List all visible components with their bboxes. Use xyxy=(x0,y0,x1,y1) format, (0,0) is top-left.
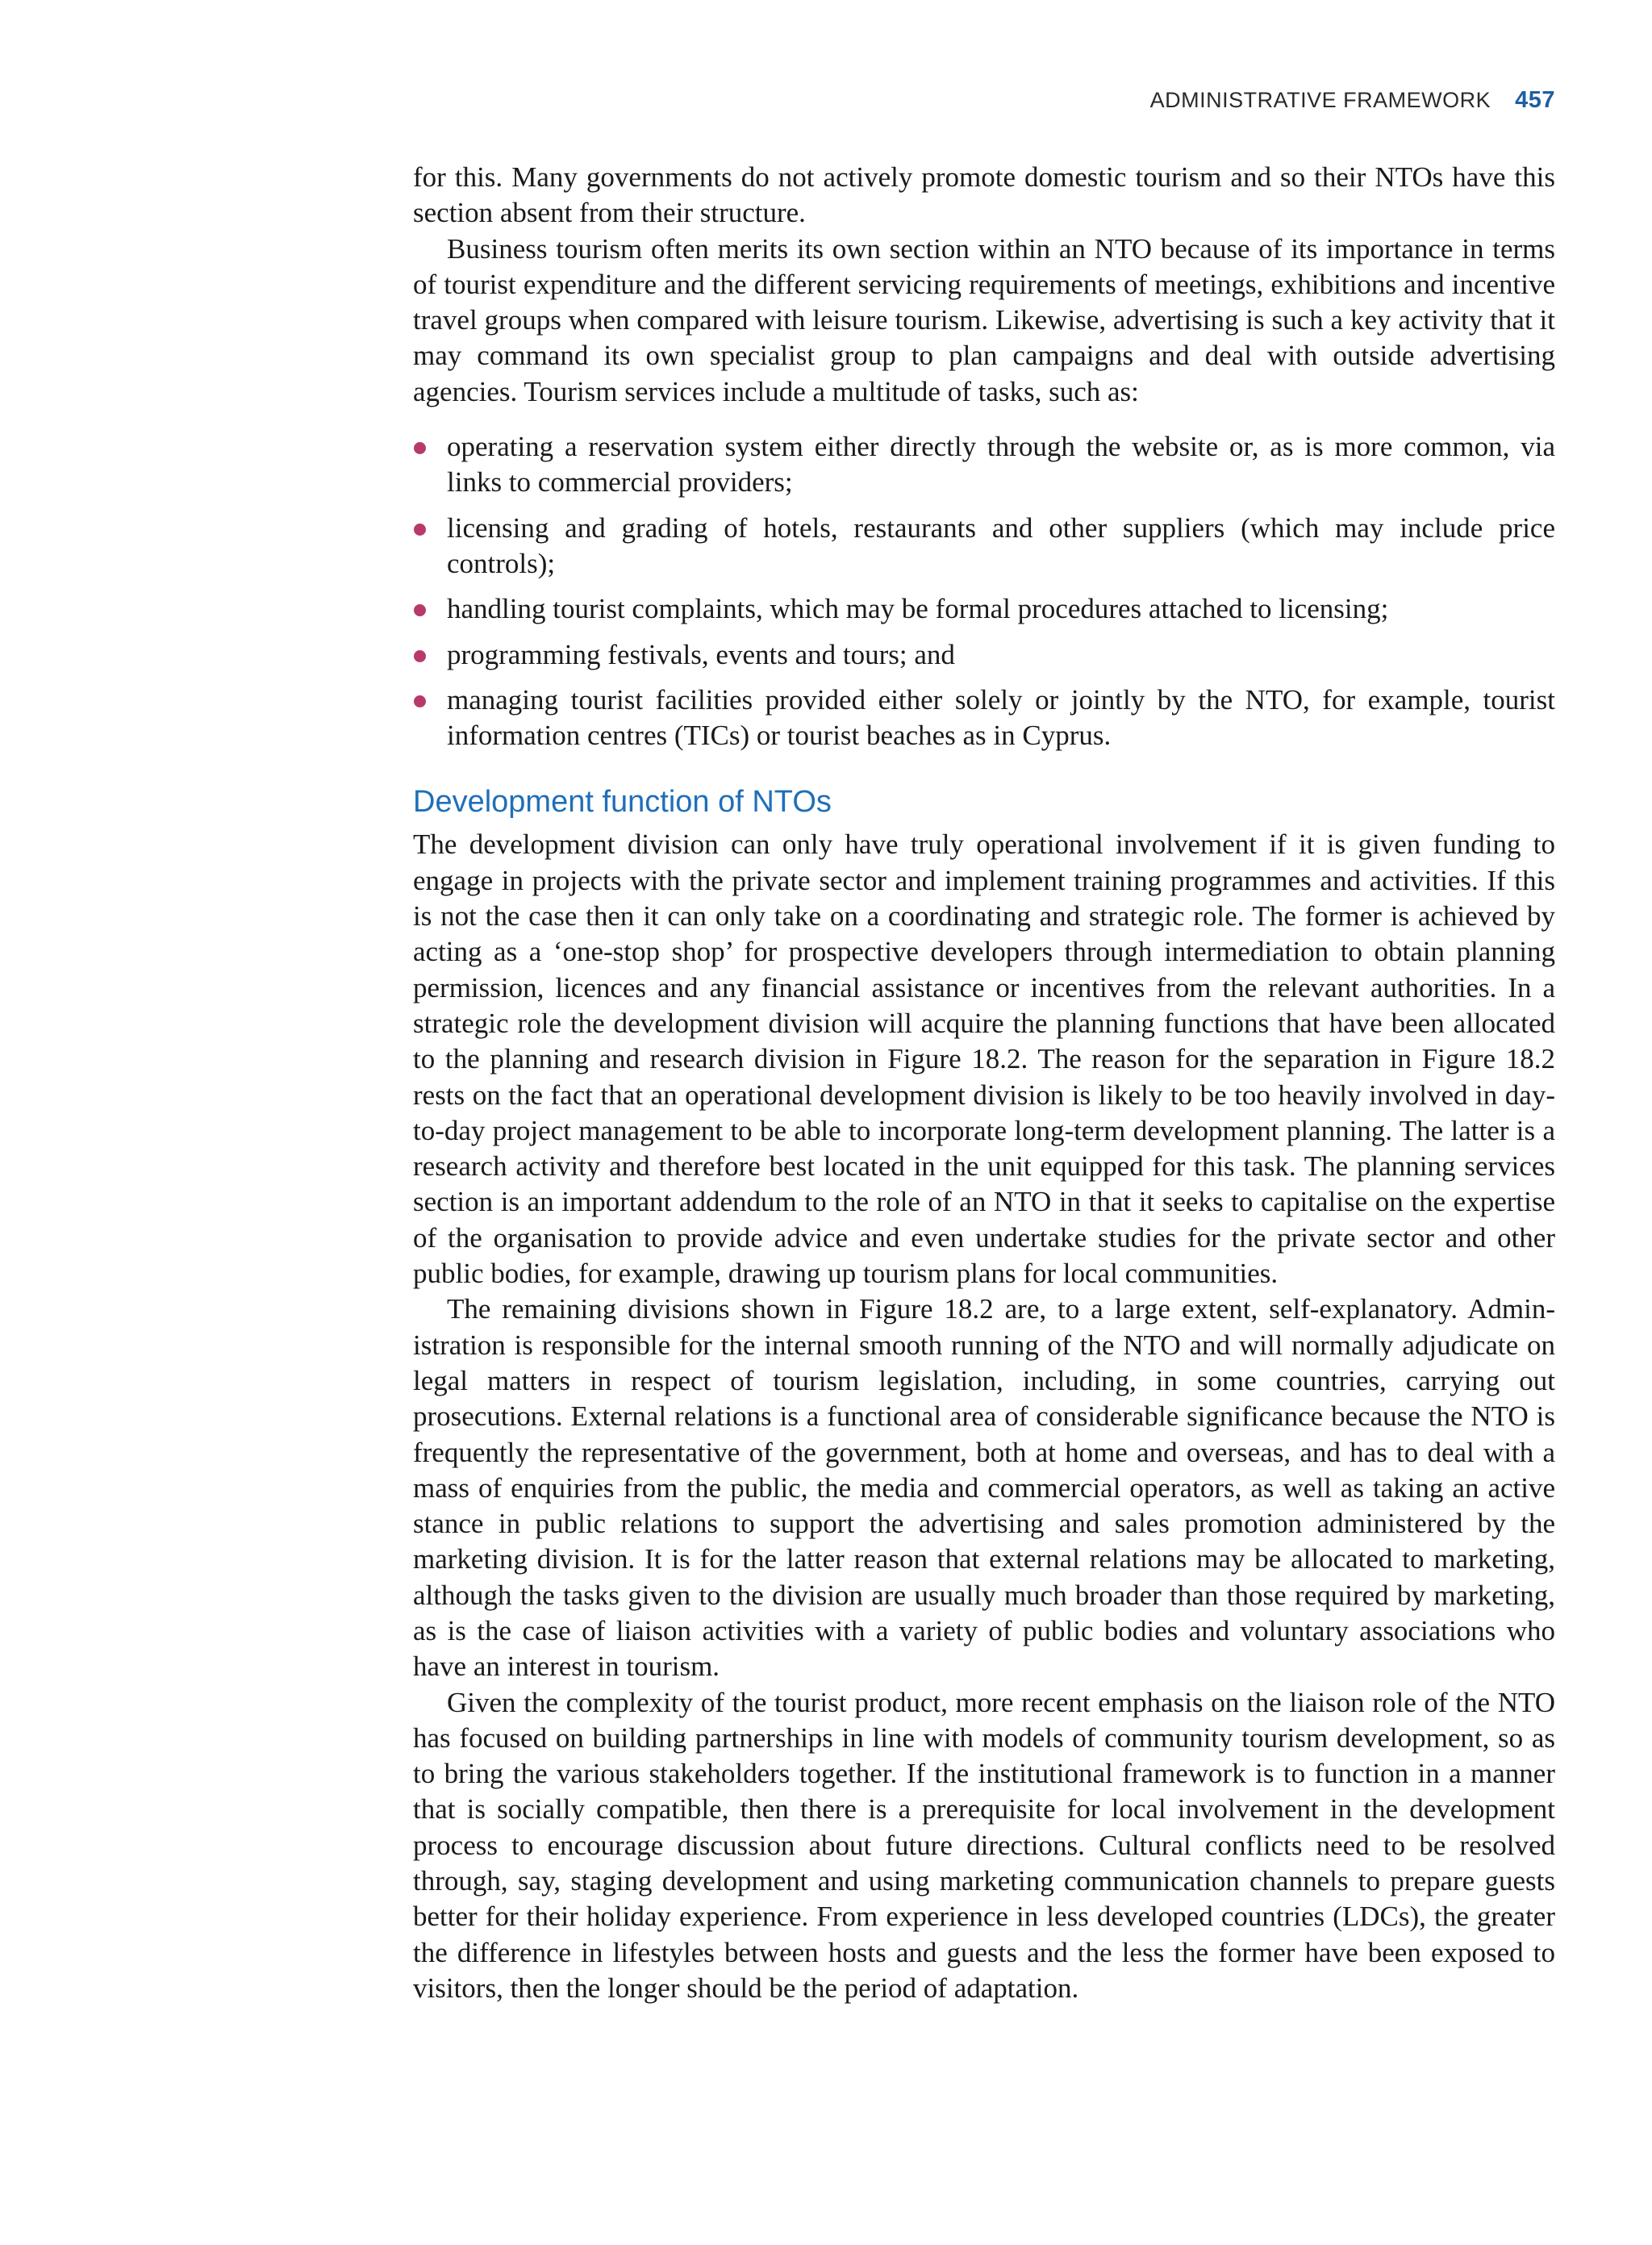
running-head xyxy=(1150,87,1555,114)
intro-paragraph: for this. Many governments do not actively promote domestic tourism and so their NTOs have this section absent from their structure. xyxy=(413,161,1555,229)
list-item xyxy=(413,511,1555,582)
list-item-text: programming festivals, events and tours; and xyxy=(447,638,955,670)
page-number: 457 xyxy=(1515,87,1555,113)
list-item-text: handling tourist complaints, which may be formal procedures attached to licensing; xyxy=(447,593,1389,625)
page-body xyxy=(413,160,1555,2006)
body-paragraph: The remaining divisions shown in Figure 18.2 are, to a large extent, self-explanatory. Administration is responsible for the internal smooth running of the NTO and will normally adjudicate on legal matters in respect of tourism legislation, including, in some countries, carrying out prosecutions. External relations is a functional area of considerable significance because the NTO is frequently the representative of the government, both at home and overseas, and has to deal with a mass of enquiries from the public, the media and commercial operators, as well as taking an active stance in public relations to support the advertising and sales promotion administered by the marketing division. It is for the latter reason that external relations may be allocated to marketing, although the tasks given to the division are usually much broader than those required by marketing, as is the case of liaison activities with a variety of public bodies and voluntary associations who have an interest in tourism. xyxy=(413,1293,1555,1683)
list-item-text: managing tourist facilities provided either solely or jointly by the NTO, for example, tourist information centres (TICs) or tourist beaches as in Cyprus. xyxy=(447,683,1555,752)
bullet-icon xyxy=(414,442,426,454)
bullet-icon xyxy=(414,604,426,616)
section-heading: Development function of NTOs xyxy=(413,785,832,820)
intro-paragraph: Business tourism often merits its own section within an NTO because of its importance in terms of tourist expenditure and the different servicing requirements of meetings, exhibitions and incentive travel groups when compared with leisure tourism. Likewise, advertising is such a key activity that it may command its own specialist group to plan campaigns and deal with outside advertising agencies. Tourism services include a multitude of tasks, such as: xyxy=(413,232,1555,407)
bullet-icon xyxy=(414,650,426,662)
list-item-text: licensing and grading of hotels, restaurants and other suppliers (which may include price controls); xyxy=(447,511,1555,579)
body-paragraph: The development division can only have truly operational involvement if it is given funding to engage in projects with the private sector and implement training programmes and activities. If this is not the case then it can only take on a coordinating and strategic role. The former is achieved by acting as a ‘one-stop shop’ for prospective developers through intermediation to obtain planning permission, licences and any financial assistance or incentives from the relevant authorities. In a strategic role the development division will acquire the planning functions that have been allocated to the planning and research division in Figure 18.2. The reason for the separation in Figure 18.2 rests on the fact that an operational development division is likely to be too heavily involved in day-to-day project management to be able to incorporate long-term development planning. The latter is a research activity and therefore best located in the unit equipped for this task. The planning services section is an important addendum to the role of an NTO in that it seeks to capitalise on the expertise of the organisation to provide advice and even undertake studies for the private sector and other public bodies, for example, drawing up tourism plans for local communities. xyxy=(413,828,1555,1290)
list-item-text: operating a reservation system either directly through the website or, as is more common, via links to commercial providers; xyxy=(447,431,1555,499)
bullet-icon xyxy=(414,524,426,536)
list-item xyxy=(413,429,1555,501)
tourism-services-list xyxy=(413,429,1555,753)
body-paragraph: Given the complexity of the tourist product, more recent emphasis on the liaison role of the NTO has focused on building partnerships in line with models of community tourism development, so as to bring the various stakeholders together. If the institutional framework is to function in a manner that is socially compatible, then there is a prerequisite for local involvement in the development process to encourage discussion about future directions. Cultural conflicts need to be resolved through, say, staging development and using marketing communication channels to prepare guests better for their holiday experience. From experience in less developed countries (LDCs), the greater the difference in lifestyles between hosts and guests and the less the former have been exposed to visitors, then the longer should be the period of adaptation. xyxy=(413,1686,1555,2004)
bullet-icon xyxy=(414,695,426,707)
list-item xyxy=(413,682,1555,754)
running-head-title: ADMINISTRATIVE FRAMEWORK xyxy=(1149,88,1491,112)
list-item xyxy=(413,637,1555,673)
list-item xyxy=(413,591,1555,627)
